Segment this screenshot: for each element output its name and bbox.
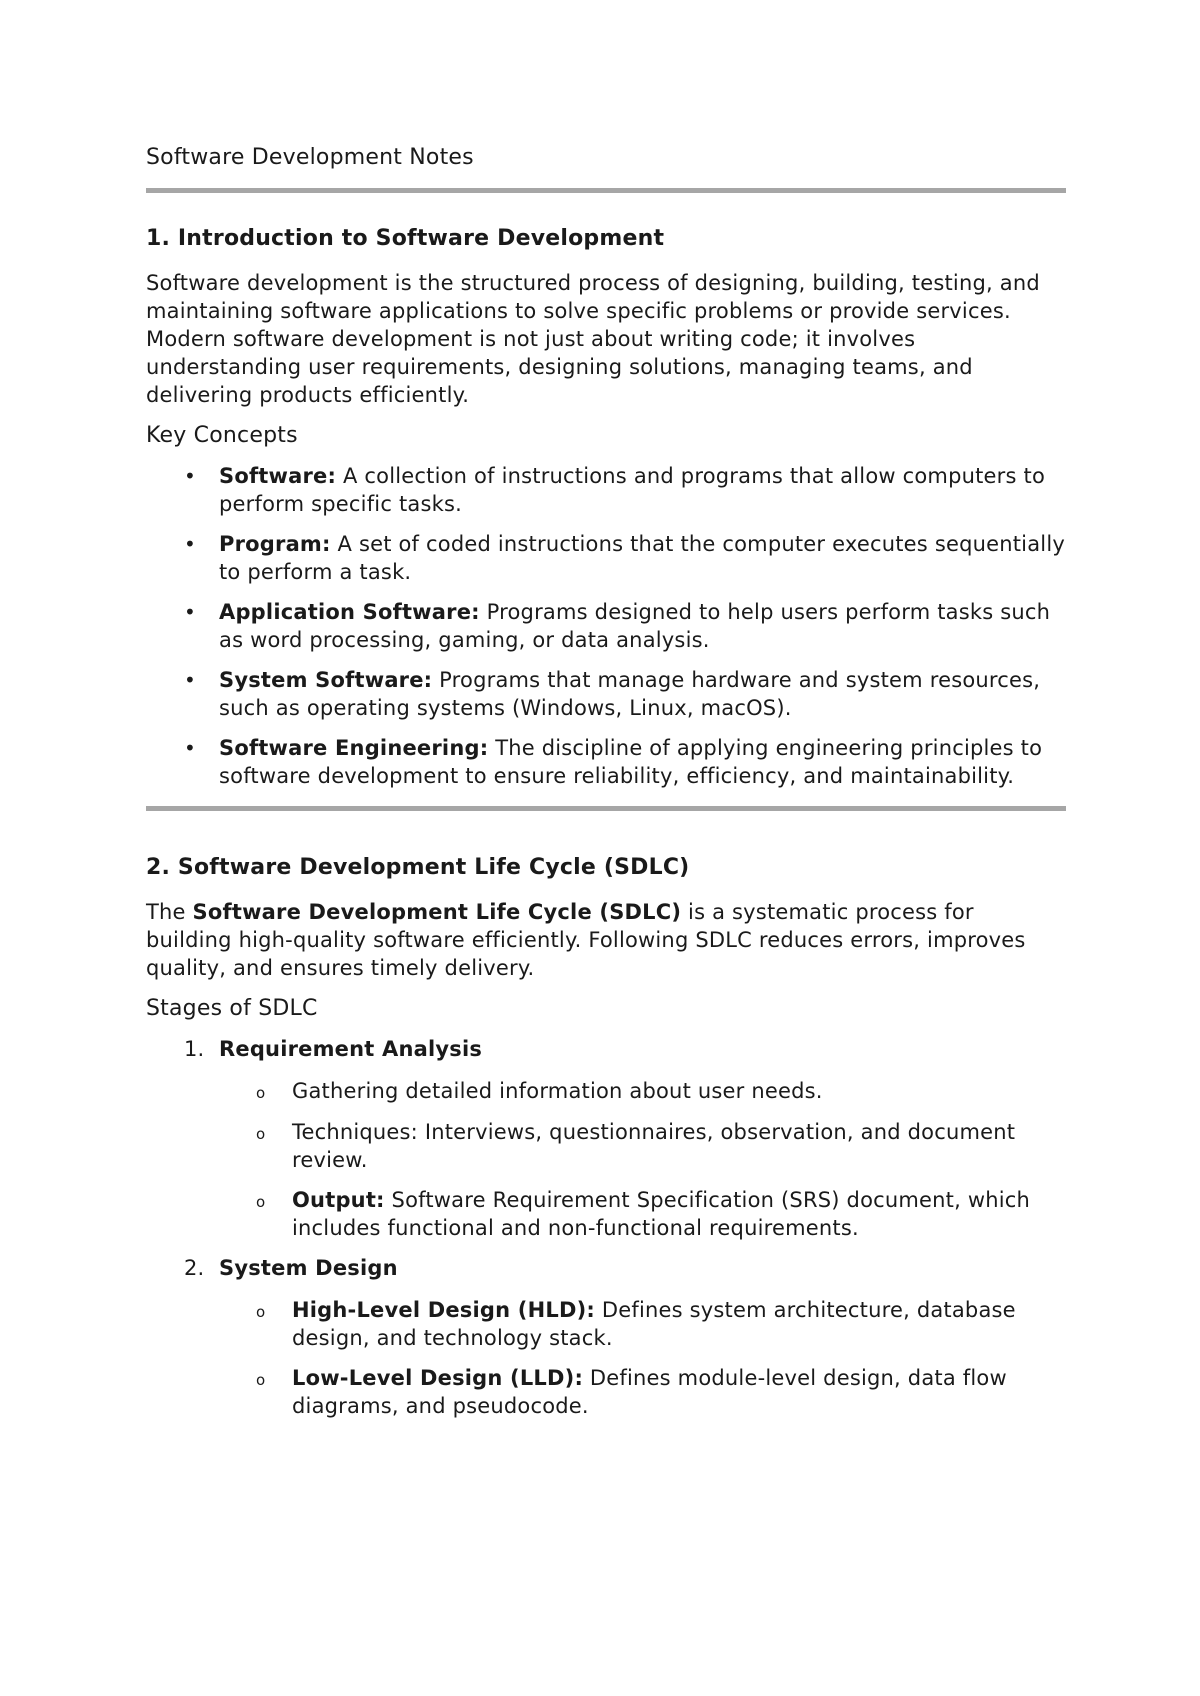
point-text: Software Requirement Specification (SRS) document, which includes functional and non-functional requirements.: [292, 1188, 1031, 1240]
list-item: [146, 1186, 1066, 1242]
circle-bullet-icon: o: [256, 1084, 266, 1102]
list-item: [146, 598, 1066, 654]
circle-bullet-icon: o: [256, 1371, 266, 1389]
intro-before: The: [146, 900, 193, 924]
document-page: [146, 140, 1066, 1420]
concept-text: A collection of instructions and programs that allow computers to perform specific tasks.: [219, 464, 1045, 516]
circle-bullet-icon: o: [256, 1125, 266, 1143]
list-item: [146, 1364, 1066, 1420]
stages-heading: Stages of SDLC: [146, 996, 318, 1021]
key-concepts-list: [146, 462, 1066, 790]
bullet-icon: •: [184, 600, 196, 624]
point-bold: Output:: [292, 1188, 385, 1212]
stage-item: [146, 1254, 1066, 1420]
intro-bold: Software Development Life Cycle (SDLC): [192, 900, 682, 924]
section1-heading: 1. Introduction to Software Development: [146, 226, 665, 251]
stages-list: [146, 1035, 1066, 1420]
list-item: [146, 530, 1066, 586]
point-text: Techniques: Interviews, questionnaires, observation, and document review.: [292, 1120, 1016, 1172]
stage-number: 1.: [184, 1037, 205, 1061]
intro-after: is a systematic process for building high-quality software efficiently. Following SDLC reduces errors, improves quality, and ensures timely delivery.: [146, 900, 1026, 980]
stage-points: [146, 1077, 1066, 1242]
list-item: [146, 1296, 1066, 1352]
circle-bullet-icon: o: [256, 1303, 266, 1321]
list-item: [146, 734, 1066, 790]
title-divider: [146, 188, 1066, 193]
section2-heading: 2. Software Development Life Cycle (SDLC): [146, 855, 690, 880]
concept-term: Software:: [219, 464, 337, 488]
list-item: [146, 666, 1066, 722]
point-bold: Low-Level Design (LLD):: [292, 1366, 584, 1390]
stage-title: System Design: [219, 1256, 398, 1280]
point-text: Defines module-level design, data flow diagrams, and pseudocode.: [292, 1366, 1007, 1418]
concept-text: A set of coded instructions that the computer executes sequentially to perform a task.: [219, 532, 1065, 584]
stage-number: 2.: [184, 1256, 205, 1280]
stage-heading: [146, 1254, 1066, 1282]
section-divider: [146, 806, 1066, 811]
list-item: [146, 462, 1066, 518]
stage-points: [146, 1296, 1066, 1420]
concept-term: Program:: [219, 532, 331, 556]
document-title: Software Development Notes: [146, 145, 474, 170]
stage-heading: [146, 1035, 1066, 1063]
bullet-icon: •: [184, 532, 196, 556]
concept-term: Software Engineering:: [219, 736, 489, 760]
list-item: [146, 1118, 1066, 1174]
concept-text: Programs designed to help users perform tasks such as word processing, gaming, or data analysis.: [219, 600, 1051, 652]
concept-text: Programs that manage hardware and system resources, such as operating systems (Windows, Linux, macOS).: [219, 668, 1041, 720]
point-text: Defines system architecture, database design, and technology stack.: [292, 1298, 1016, 1350]
point-bold: High-Level Design (HLD):: [292, 1298, 595, 1322]
bullet-icon: •: [184, 464, 196, 488]
stage-title: Requirement Analysis: [219, 1037, 483, 1061]
concept-text: The discipline of applying engineering principles to software development to ensure reliability, efficiency, and maintainability.: [219, 736, 1043, 788]
bullet-icon: •: [184, 668, 196, 692]
list-item: [146, 1077, 1066, 1105]
concept-term: Application Software:: [219, 600, 480, 624]
key-concepts-heading: Key Concepts: [146, 423, 298, 448]
circle-bullet-icon: o: [256, 1193, 266, 1211]
stage-item: [146, 1035, 1066, 1242]
section2-paragraph: [146, 898, 1066, 982]
section1-paragraph: Software development is the structured process of designing, building, testing, and maintaining software applications to solve specific problems or provide services. Modern software development is not just about writing code; it involves understanding user requirements, designing solutions, managing teams, and delivering products efficiently.: [146, 271, 1040, 407]
concept-term: System Software:: [219, 668, 433, 692]
point-text: Gathering detailed information about user needs.: [292, 1079, 823, 1103]
bullet-icon: •: [184, 736, 196, 760]
